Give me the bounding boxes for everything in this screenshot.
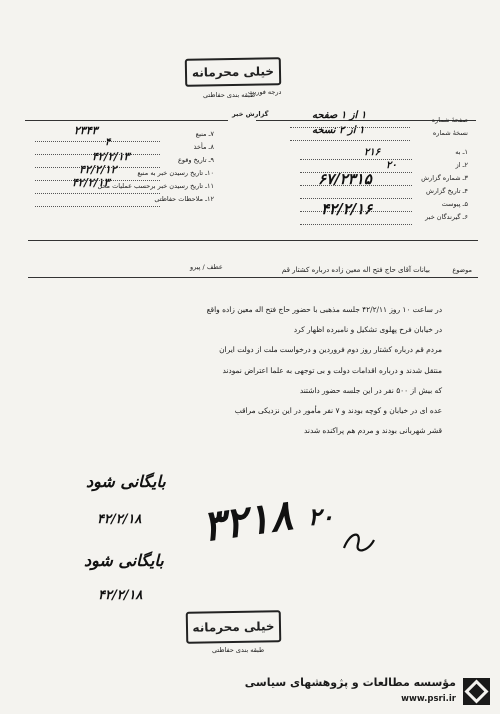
field-to: ۱ـ به: [455, 148, 468, 156]
institute-logo-icon: [463, 678, 490, 705]
report-title: گزارش خبر: [232, 110, 269, 118]
dotline-right-5: [300, 185, 412, 186]
subject-top-line: [28, 240, 478, 241]
dotline-right-8: [300, 224, 412, 225]
body-line: مردم قم درباره کشتار روز دوم فروردین و درخواست ملت از دولت ایران: [219, 345, 442, 354]
dotline-left-1: [35, 141, 160, 142]
handwritten-date-top: ۴۲/۲/۱۸: [97, 512, 142, 527]
handwritten-signature-icon: [340, 520, 380, 560]
dotline-left-6: [35, 206, 160, 207]
body-line: عده ای در خیابان و کوچه بودند و ۷ نفر مأمور در این نزدیکی مراقب: [234, 406, 442, 415]
field-news-to-source-date: ۱۰ـ تاریخ رسیدن خبر به منبع: [137, 169, 214, 177]
classification-stamp-top: خیلی محرمانه: [185, 57, 281, 87]
value-news-arrival-date: ۴۲/۲/۱۳: [72, 176, 110, 189]
field-report-number: ۳ـ شماره گزارش: [421, 174, 468, 182]
dotline-right-4: [300, 172, 412, 173]
field-from: ۲ـ از: [455, 161, 468, 169]
priority-label: درجه فوریت: [248, 88, 282, 96]
classification-stamp-bottom: خیلی محرمانه: [186, 610, 282, 644]
dotline-left-3: [35, 167, 160, 168]
handwritten-number: ۳۲۱۸: [199, 489, 296, 552]
field-event-date: ۹ـ تاریخ وقوع: [178, 156, 214, 164]
dotline-right-2: [290, 140, 410, 141]
value-report-number: ۶۷/۲۳۱۵: [318, 170, 372, 188]
handwritten-tick: ۲۰: [308, 502, 334, 531]
field-security-notes: ۱۲ـ ملاحظات حفاظتی: [154, 195, 214, 203]
value-event-date: ۴۲/۲/۱۳: [92, 150, 130, 163]
value-copy-number: ۱ از ۲ نسخه: [312, 125, 365, 136]
field-report-date: ۴ـ تاریخ گزارش: [425, 187, 468, 195]
field-news-arrival-date: ۱۱ـ تاریخ رسیدن خبر برحسب عملیات محل: [97, 182, 214, 190]
dotline-left-4: [35, 180, 160, 181]
value-origin: ۴: [105, 137, 111, 148]
body-line: که بیش از ۵۰۰ نفر در این جلسه حضور داشتند: [299, 386, 442, 395]
field-recipients: ۶ـ گیرندگان خبر: [425, 213, 468, 221]
logo-mark: [464, 679, 488, 703]
field-copy-number: نسخهٔ شماره: [432, 129, 468, 137]
classification-label: طبقه بندی حفاظتی: [203, 91, 256, 99]
dotline-left-5: [35, 193, 160, 194]
handwritten-note-bottom: بایگانی شود: [84, 551, 164, 570]
handwritten-date-bottom: ۴۲/۲/۱۸: [98, 588, 143, 603]
handwritten-note-top: بایگانی شود: [86, 472, 166, 491]
value-source: ۲۳۴۳: [74, 124, 98, 137]
left-section-top-line: [25, 120, 228, 121]
value-news-to-source-date: ۴۲/۲/۱۲: [79, 163, 117, 176]
value-to: ۲۱۶: [364, 147, 381, 158]
value-page-number: ۱ از ۱ صفحه: [312, 110, 367, 121]
field-page-number: صفحهٔ شماره: [431, 116, 468, 124]
body-line: در ساعت ۱۰ روز ۴۲/۲/۱۱ جلسه مذهبی با حضور حاج فتح اله معین زاده واقع: [206, 305, 442, 314]
field-origin: ۸ـ مأخذ: [193, 143, 214, 151]
dotline-right-7: [300, 211, 412, 212]
value-report-date: ۴۲/۲/۱۶: [321, 200, 373, 218]
body-line: منتقل شدند و درباره اقدامات دولت و بی توجهی به علما اعتراض نمودند: [222, 366, 442, 375]
classification-label-bottom: طبقه بندی حفاظتی: [212, 646, 265, 654]
field-attachment: ۵ـ پیوست: [441, 200, 468, 208]
value-from: ۲۰: [386, 160, 397, 171]
subject-label: موضوع: [452, 266, 472, 274]
body-line: قشر شهربانی بودند و مردم هم پراکنده شدند: [304, 426, 442, 435]
dotline-right-3: [300, 159, 412, 160]
subject-value: بیانات آقای حاج فتح اله معین زاده درباره کشتار قم: [281, 266, 430, 274]
footer-url[interactable]: www.psri.ir: [401, 694, 456, 704]
page-ref-label: عطف / پیرو: [190, 263, 223, 271]
dotline-right-1: [290, 127, 410, 128]
field-source: ۷ـ منبع: [195, 130, 214, 138]
body-line: در خیابان فرح پهلوی تشکیل و نامبرده اظهار کرد: [293, 325, 442, 334]
subject-bottom-line: [28, 277, 478, 278]
dotline-left-2: [35, 154, 160, 155]
dotline-right-6: [300, 198, 412, 199]
footer-title: مؤسسه مطالعات و پژوهشهای سیاسی: [244, 676, 456, 689]
